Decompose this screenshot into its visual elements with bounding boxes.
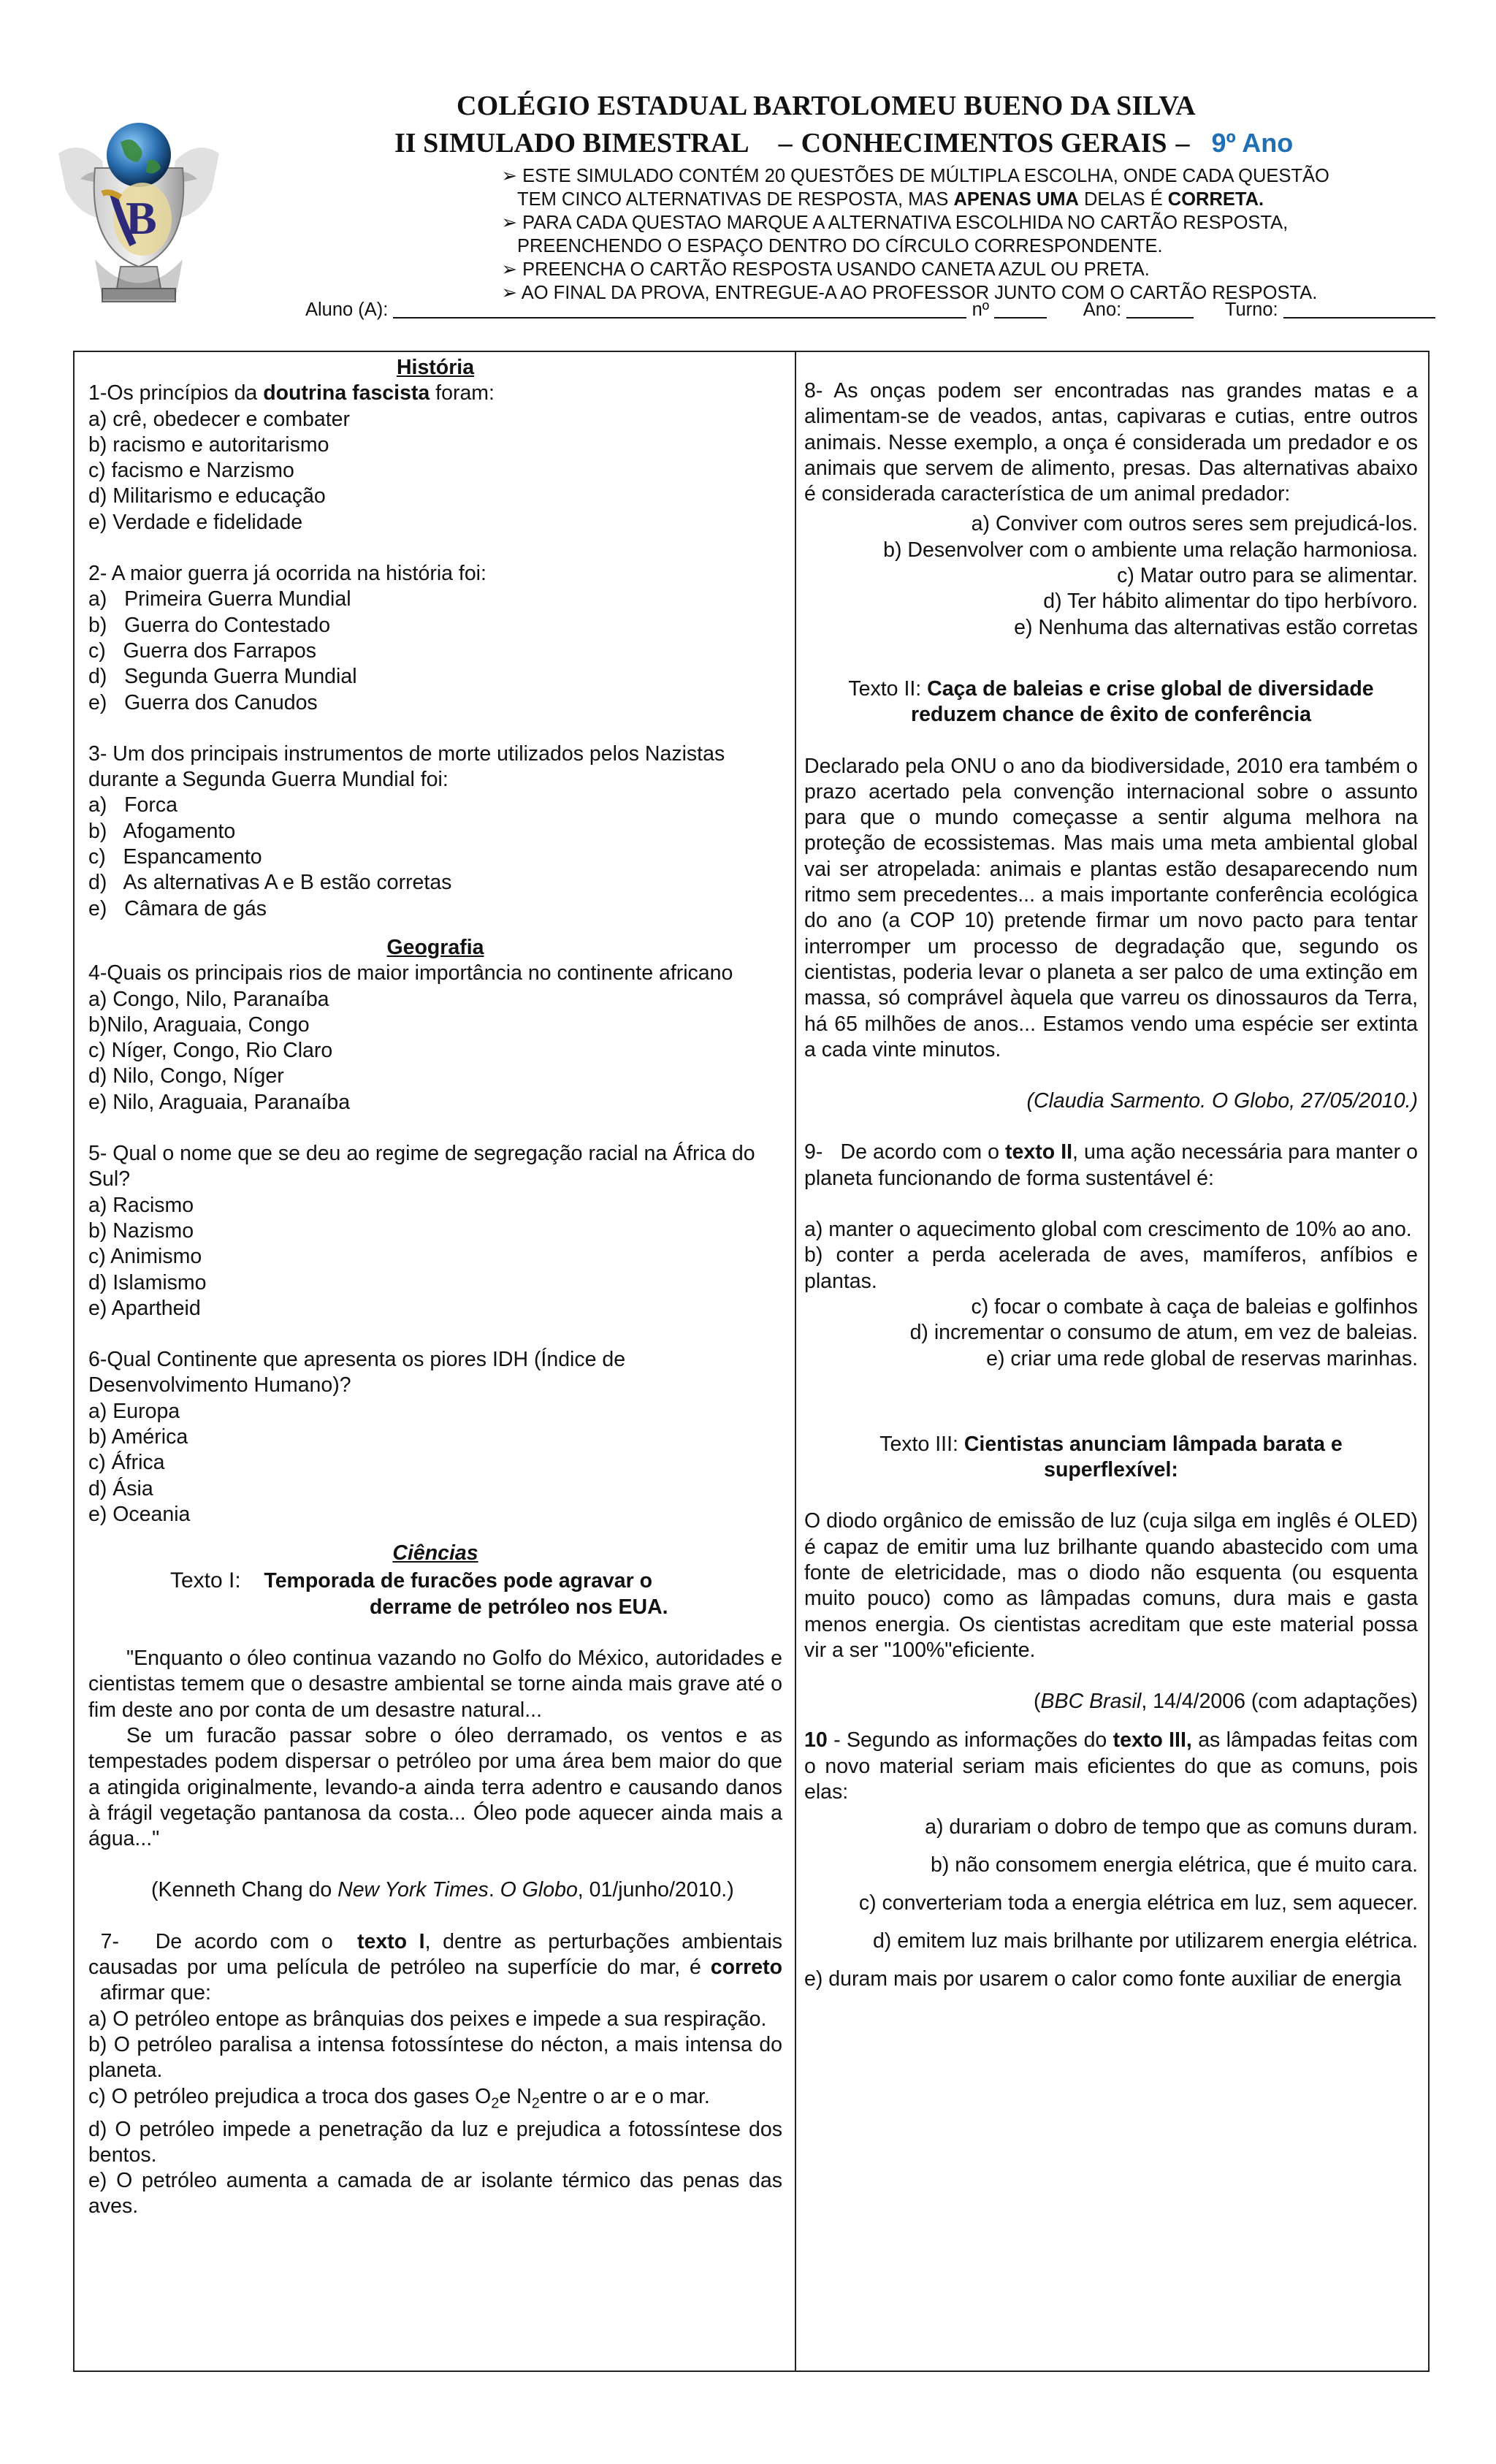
option: d) Segunda Guerra Mundial <box>88 665 357 689</box>
option: b) América <box>88 1424 188 1449</box>
option: d) O petróleo impede a penetração da luz e prejudica a fotossíntese dos bentos. <box>88 2117 782 2167</box>
question-6: 6-Qual Continente que apresenta os piores IDH (Índice de Desenvolvimento Humano)? <box>88 1348 626 1397</box>
option: a) manter o aquecimento global com crescimento de 10% ao ano. <box>804 1218 1412 1242</box>
option: c) Níger, Congo, Rio Claro <box>88 1039 333 1063</box>
question-9 <box>804 1140 1418 1191</box>
subject-label: CONHECIMENTOS GERAIS <box>801 128 1167 159</box>
texto1-paragraph: Se um furacão passar sobre o óleo derramado, os ventos e as tempestades podem dispersar o petróleo por uma área bem maior do que a atingida originalmente, levando-a ainda terra adentro e causando danos à frágil vegetação pantanosa da costa... Óleo pode aquecer ainda mais a água..." <box>88 1723 782 1851</box>
option: e) O petróleo aumenta a camada de ar isolante térmico das penas das aves. <box>88 2169 782 2219</box>
instruction-text: PARA CADA QUESTAO MARQUE A ALTERNATIVA ESCOLHIDA NO CARTÃO RESPOSTA, <box>522 213 1289 233</box>
question-8: 8- As onças podem ser encontradas nas grandes matas e a alimentam-se de veados, antas, capivaras e cutias, entre outros animais. Nesse exemplo, a onça é considerada um predador e os animais que servem de alimento, presas. Das alternativas abaixo é considerada característica de um animal predador: <box>804 379 1418 506</box>
right-column <box>804 378 1418 1998</box>
instruction-text: DELAS É <box>1078 189 1168 210</box>
instruction-item <box>501 164 1430 188</box>
arrow-bullet-icon: ➢ <box>501 213 517 233</box>
q-bold: doutrina fascista <box>263 381 430 405</box>
arrow-bullet-icon: ➢ <box>501 259 517 280</box>
q-text: afirmar que: <box>88 1981 211 2005</box>
texto2-heading <box>804 676 1418 728</box>
texto1-title: Temporada de furacões pode agravar o <box>264 1569 653 1593</box>
option: c) Matar outro para se alimentar. <box>1117 564 1418 588</box>
texto3-title: Cientistas anunciam lâmpada barata e superflexível: <box>963 1432 1343 1482</box>
question-3: 3- Um dos principais instrumentos de morte utilizados pelos Nazistas durante a Segunda Guerra Mundial foi: <box>88 741 725 792</box>
option: b) Afogamento <box>88 819 236 843</box>
opt-text: entre o ar e o mar. <box>539 2084 710 2108</box>
option <box>88 2084 782 2117</box>
option: e) Nenhuma das alternativas estão corretas <box>1014 615 1418 639</box>
q-bold: 10 <box>804 1728 828 1752</box>
instruction-item-cont <box>517 234 1430 258</box>
grade-label: 9º Ano <box>1211 128 1294 158</box>
src-italic: New York Times <box>337 1878 489 1902</box>
question-10 <box>804 1728 1418 1805</box>
option: d) incrementar o consumo de atum, em vez de baleias. <box>909 1321 1418 1345</box>
instruction-bold: CORRETA. <box>1167 189 1264 210</box>
option: a) durariam o dobro de tempo que as comuns duram. <box>925 1815 1418 1839</box>
instruction-item <box>501 258 1430 281</box>
option: b) Desenvolver com o ambiente uma relação harmoniosa. <box>883 538 1418 562</box>
q-text: 7- De acordo com o <box>88 1929 357 1953</box>
turno-label: Turno: <box>1224 300 1278 320</box>
turno-field[interactable] <box>1283 300 1435 319</box>
exam-title <box>394 127 1293 159</box>
option: c) África <box>88 1451 165 1475</box>
texto3-source: (BBC Brasil, 14/4/2006 (com adaptações) <box>1034 1690 1418 1714</box>
instructions <box>501 164 1430 305</box>
q-bold: texto III, <box>1113 1728 1192 1752</box>
opt-text: c) O petróleo prejudica a troca dos gases O <box>88 2084 492 2108</box>
question-7 <box>88 1929 782 2007</box>
section-historia: História <box>396 356 475 379</box>
arrow-bullet-icon: ➢ <box>501 283 517 303</box>
option: e) Câmara de gás <box>88 896 267 920</box>
texto3-heading <box>804 1432 1418 1484</box>
column-divider <box>795 351 796 2372</box>
ano-label: Ano: <box>1083 300 1122 320</box>
subscript: 2 <box>531 2095 540 2112</box>
texto3-label: Texto III: <box>879 1432 964 1456</box>
option: a) Primeira Guerra Mundial <box>88 587 351 611</box>
texto1-title: derrame de petróleo nos EUA. <box>370 1595 668 1619</box>
question-4: 4-Quais os principais rios de maior importância no continente africano <box>88 961 733 985</box>
q-text: as lâmpadas feitas com o novo material seriam mais eficientes do que as comuns, pois elas: <box>804 1728 1418 1804</box>
dash: – <box>778 128 793 159</box>
texto2-title: Caça de baleias e crise global de diversidade reduzem chance de êxito de conferência <box>910 676 1374 727</box>
numero-label: nº <box>972 300 990 320</box>
section-geografia: Geografia <box>386 935 484 959</box>
src-text: . <box>488 1878 500 1902</box>
option: a) Europa <box>88 1399 180 1423</box>
aluno-field[interactable] <box>393 300 966 319</box>
option: d) Islamismo <box>88 1270 207 1294</box>
option: d) Nilo, Congo, Níger <box>88 1064 284 1088</box>
instruction-text: AO FINAL DA PROVA, ENTREGUE-A AO PROFESSOR JUNTO COM O CARTÃO RESPOSTA. <box>521 283 1318 303</box>
texto2-label: Texto II: <box>848 676 928 701</box>
option: c) Animismo <box>88 1245 202 1269</box>
instruction-bold: APENAS UMA <box>953 189 1079 210</box>
option: a) Racismo <box>88 1193 194 1217</box>
school-name: COLÉGIO ESTADUAL BARTOLOMEU BUENO DA SILVA <box>457 91 1196 121</box>
texto1-source <box>88 1877 782 1903</box>
q-text: , dentre as perturbações ambientais causadas por uma película de petróleo na superfície do mar, é <box>88 1929 782 1980</box>
instruction-text: PREENCHENDO O ESPAÇO DENTRO DO CÍRCULO CORRESPONDENTE. <box>517 236 1163 256</box>
svg-text:B: B <box>126 192 157 244</box>
numero-field[interactable] <box>994 300 1047 319</box>
texto2-paragraph: Declarado pela ONU o ano da biodiversidade, 2010 era também o prazo acertado pela convenção internacional sobre o assunto para que o mundo começasse a sentir alguma melhora na proteção de ecossistemas. Mas mais uma meta ambiental global vai ser atropelada: animais e plantas estão desaparecendo num ritmo sem precedentes... a mais importante conferência ecológica do ano (a COP 10) pretende firmar um novo pacto para tentar interromper um processo de degradação que, segundo os cientistas, poderia levar o planeta a ser palco de uma extinção em massa, só comprável àquela que varreu os dinossauros da Terra, há 65 milhões de anos... Estamos vendo uma espécie ser extinta a cada vinte minutos. <box>804 754 1418 1061</box>
question-2: 2- A maior guerra já ocorrida na história foi: <box>88 562 486 586</box>
src-text: , 01/junho/2010.) <box>577 1878 734 1902</box>
subscript: 2 <box>491 2095 500 2112</box>
q-text: - Segundo as informações do <box>827 1728 1113 1752</box>
instruction-text: PREENCHA O CARTÃO RESPOSTA USANDO CANETA AZUL OU PRETA. <box>522 259 1150 280</box>
option: d) Ter hábito alimentar do tipo herbívoro. <box>1043 590 1418 614</box>
texto2-source: (Claudia Sarmento. O Globo, 27/05/2010.) <box>1026 1089 1418 1113</box>
q-text: , uma ação necessária para manter o planeta funcionando de forma sustentável é: <box>804 1140 1418 1190</box>
option: b) não consomem energia elétrica, que é muito cara. <box>931 1853 1418 1877</box>
school-logo <box>51 110 226 307</box>
option: a) O petróleo entope as brânquias dos peixes e impede a sua respiração. <box>88 2007 767 2031</box>
option: d) Militarismo e educação <box>88 484 326 508</box>
q-bold: texto I <box>356 1929 425 1953</box>
instruction-text: ESTE SIMULADO CONTÉM 20 QUESTÕES DE MÚLTIPLA ESCOLHA, ONDE CADA QUESTÃO <box>522 166 1329 186</box>
section-ciencias: Ciências <box>392 1541 478 1565</box>
option: e) criar uma rede global de reservas marinhas. <box>986 1346 1418 1370</box>
option: b) conter a perda acelerada de aves, mamíferos, anfíbios e plantas. <box>804 1243 1418 1293</box>
option: e) Guerra dos Canudos <box>88 690 318 714</box>
option: e) Verdade e fidelidade <box>88 510 303 534</box>
texto1-paragraph: "Enquanto o óleo continua vazando no Golfo do México, autoridades e cientistas temem que o desastre ambiental se torne ainda mais grave até o fim deste ano por conta de um desastre natural... <box>88 1647 782 1722</box>
question-5: 5- Qual o nome que se deu ao regime de segregação racial na África do Sul? <box>88 1142 755 1191</box>
q-text: foram: <box>430 381 495 405</box>
arrow-bullet-icon: ➢ <box>501 166 517 186</box>
texto3-paragraph: O diodo orgânico de emissão de luz (cuja silga em inglês é OLED) é capaz de emitir uma luz brilhante quando abastecido com uma fonte de eletricidade, mas o diodo não esquenta (ou esquenta muito pouco) como as lâmpadas comuns, dura mais e gasta menos energia. Os cientistas acreditam que este material possa vir a ser "100%"eficiente. <box>804 1509 1418 1662</box>
instruction-text: TEM CINCO ALTERNATIVAS DE RESPOSTA, MAS <box>517 189 954 210</box>
option: c) converteriam toda a energia elétrica em luz, sem aquecer. <box>858 1891 1418 1915</box>
ano-field[interactable] <box>1126 300 1194 319</box>
aluno-label: Aluno (A): <box>305 300 389 320</box>
option: b) Guerra do Contestado <box>88 613 331 637</box>
option: a) crê, obedecer e combater <box>88 407 351 431</box>
left-column <box>88 355 782 2220</box>
q-text: 1-Os princípios da <box>88 381 264 405</box>
option: c) focar o combate à caça de baleias e golfinhos <box>971 1294 1418 1319</box>
simulado-label: II SIMULADO BIMESTRAL <box>394 128 749 159</box>
option: b) racismo e autoritarismo <box>88 432 329 457</box>
q10-options <box>804 1808 1418 1998</box>
instruction-item <box>501 211 1430 234</box>
option: a) Congo, Nilo, Paranaíba <box>88 987 329 1011</box>
opt-text: e N <box>499 2084 532 2108</box>
dash: – <box>1175 128 1190 159</box>
option: b)Nilo, Araguaia, Congo <box>88 1012 310 1037</box>
texto1-heading <box>88 1568 782 1594</box>
option: e) Apartheid <box>88 1296 201 1320</box>
src-italic: O Globo <box>500 1878 578 1902</box>
q-bold: texto II <box>1005 1140 1073 1164</box>
option: c) Espancamento <box>88 845 262 869</box>
option: b) Nazismo <box>88 1218 194 1243</box>
q-text: 9- De acordo com o <box>804 1140 1006 1164</box>
option: c) facismo e Narzismo <box>88 459 294 483</box>
option: d) As alternativas A e B estão corretas <box>88 871 452 895</box>
src-text: (Kenneth Chang do <box>151 1878 338 1902</box>
instruction-item-cont <box>517 188 1430 211</box>
option: b) O petróleo paralisa a intensa fotossíntese do nécton, a mais intensa do planeta. <box>88 2032 782 2083</box>
q-bold: correto <box>710 1956 782 1980</box>
texto1-label: Texto I: <box>170 1568 241 1593</box>
option: a) Conviver com outros seres sem prejudicá-los. <box>971 512 1418 536</box>
option: e) Oceania <box>88 1502 191 1526</box>
student-info-line <box>305 300 1430 321</box>
texto1-title-line2 <box>88 1595 782 1620</box>
option: e) Nilo, Araguaia, Paranaíba <box>88 1090 351 1114</box>
option: d) emitem luz mais brilhante por utilizarem energia elétrica. <box>872 1929 1418 1953</box>
option: c) Guerra dos Farrapos <box>88 638 317 663</box>
option: d) Ásia <box>88 1476 153 1500</box>
src-italic: BBC Brasil <box>1040 1690 1142 1714</box>
option: a) Forca <box>88 793 178 817</box>
src-text: , 14/4/2006 (com adaptações) <box>1141 1690 1418 1714</box>
option: e) duram mais por usarem o calor como fonte auxiliar de energia <box>804 1967 1402 1991</box>
question-1 <box>88 381 782 406</box>
